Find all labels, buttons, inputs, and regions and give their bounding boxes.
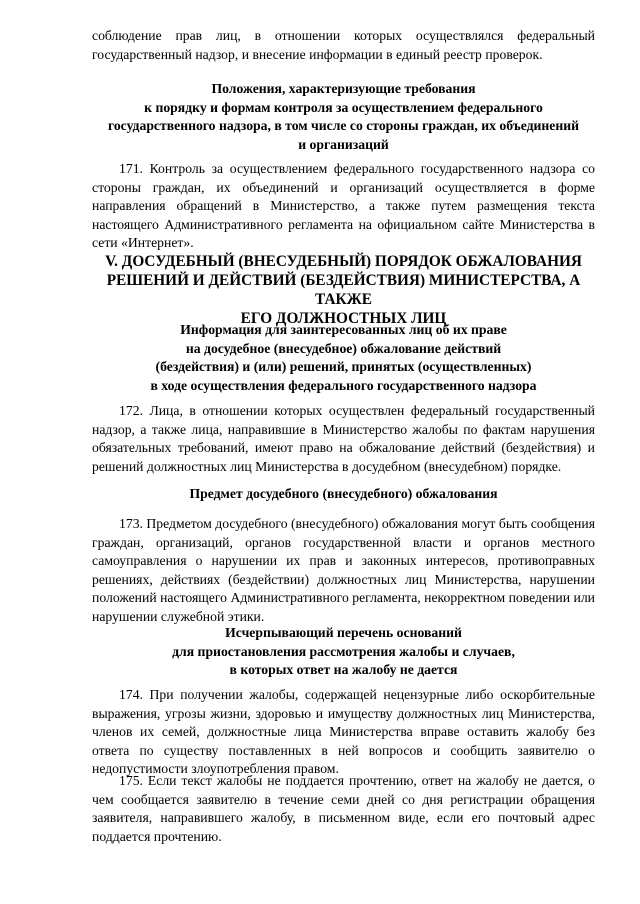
heading-line: для приостановления рассмотрения жалобы и случаев,: [172, 643, 515, 659]
heading-line: в ходе осуществления федерального государственного надзора: [150, 377, 537, 393]
paragraph-173: 173. Предметом досудебного (внесудебного) обжалования могут быть сообщения граждан, организаций, органов государственной власти и органов местного самоуправления о нарушении их прав и законных интересов, противоправных решениях, действиях (бездействии) должностных лиц Министерства, нарушении положений настоящего Административного регламента, некорректном поведении или нарушении служебной этики.: [92, 516, 595, 624]
paragraph-174: 174. При получении жалобы, содержащей нецензурные либо оскорбительные выражения, угрозы жизни, здоровью и имуществу должностных лиц Министерства, членов их семей, должностные лица Министерства вправе оставить жалобу без ответа по существу поставленных в ней вопросов и сообщить заявителю о недопустимости злоупотребления правом.: [92, 687, 595, 777]
heading-line: государственного надзора, в том числе со стороны граждан, их объединений: [107, 118, 580, 134]
heading-information-rights: [92, 321, 595, 395]
section-title-line: РЕШЕНИЙ И ДЕЙСТВИЙ (БЕЗДЕЙСТВИЯ) МИНИСТЕРСТВА, А ТАКЖЕ: [106, 272, 581, 308]
heading-suspension-grounds: [92, 624, 595, 680]
heading-line: (бездействия) и (или) решений, принятых (осуществленных): [155, 359, 532, 375]
heading-line: Исчерпывающий перечень оснований: [225, 625, 462, 640]
heading-line: на досудебное (внесудебное) обжалование действий: [185, 340, 502, 356]
paragraph-171: 171. Контроль за осуществлением федерального государственного надзора со стороны граждан, их объединений и организаций осуществляется в форме направления обращений в Министерство, а также путем размещения текста настоящего Административного регламента на официальном сайте Министерства в сети «Интернет».: [92, 161, 595, 251]
heading-line: Положения, характеризующие требования: [211, 81, 476, 96]
intro-paragraph: соблюдение прав лиц, в отношении которых осуществлялся федеральный государственный надзор, и внесение информации в единый реестр проверок.: [92, 28, 595, 62]
section-title-line: ЕГО ДОЛЖНОСТНЫХ ЛИЦ: [240, 310, 447, 327]
section-title-line: V. ДОСУДЕБНЫЙ (ВНЕСУДЕБНЫЙ) ПОРЯДОК ОБЖАЛОВАНИЯ: [105, 253, 582, 270]
heading-line: в которых ответ на жалобу не дается: [229, 662, 458, 678]
heading-appeal-subject: [92, 485, 595, 504]
heading-line: Предмет досудебного (внесудебного) обжалования: [189, 486, 498, 501]
paragraph-172: 172. Лица, в отношении которых осуществлен федеральный государственный надзор, а также лица, направившие в Министерство жалобы по фактам нарушения обязательных требований, имеют право на обжалование действий (бездействия) и решений должностных лиц Министерства в досудебном (внесудебном) порядке.: [92, 403, 595, 474]
heading-line: к порядку и формам контроля за осуществлением федерального: [144, 99, 543, 115]
paragraph-175: 175. Если текст жалобы не поддается прочтению, ответ на жалобу не дается, о чем сообщается заявителю в течение семи дней со дня регистрации обращения заявителя, направившего жалобу, в письменном виде, если его почтовый адрес поддается прочтению.: [92, 773, 595, 844]
section-v-title: [92, 252, 595, 328]
heading-line: Информация для заинтересованных лиц об их праве: [180, 322, 507, 337]
heading-control-requirements: [92, 80, 595, 154]
heading-line: и организаций: [298, 136, 389, 152]
